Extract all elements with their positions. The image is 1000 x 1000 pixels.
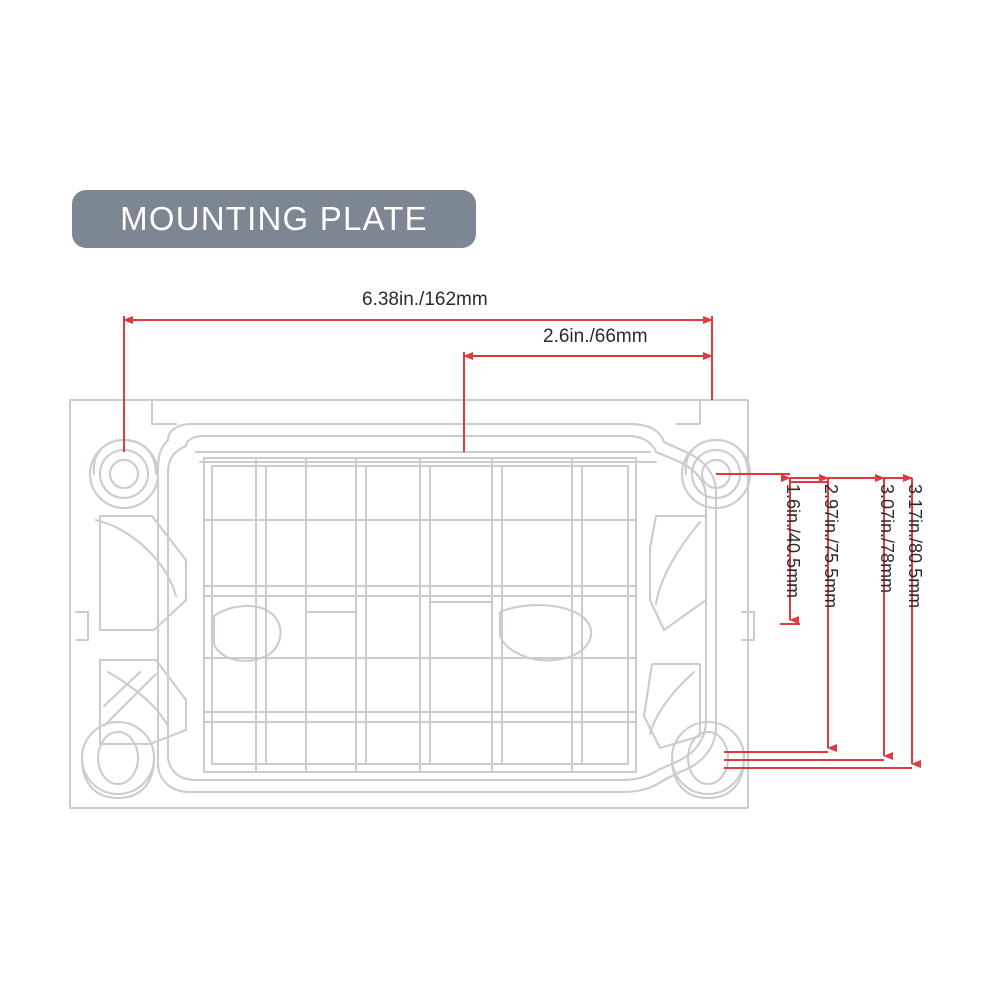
plate-body — [158, 424, 716, 792]
boss-br-arc — [672, 758, 744, 798]
plate-body-inner — [168, 436, 706, 780]
dim-label-80-5mm: 3.17in./80.5mm — [905, 484, 925, 609]
dim-label-overall-width: 6.38in./162mm — [362, 289, 488, 310]
tab-right — [676, 400, 700, 424]
dim-label-75-5mm: 2.97in./75.5mm — [821, 484, 841, 609]
hole-tl-inner — [110, 460, 138, 488]
side-notch-left — [76, 612, 88, 640]
web-right-diag — [656, 522, 700, 604]
web-left-upper — [100, 516, 186, 630]
tab-left — [152, 400, 176, 424]
detail-center-right — [500, 605, 591, 660]
hole-bl-slot — [98, 732, 138, 784]
dim-label-40-5mm: 1.6in./40.5mm — [783, 484, 803, 599]
dim-label-78mm: 3.07in./78mm — [877, 484, 897, 594]
page-title: MOUNTING PLATE — [120, 200, 428, 237]
web-right-diag2 — [650, 672, 694, 734]
hole-tl-mid — [100, 450, 148, 498]
boss-bl-arc — [82, 758, 154, 798]
web-right-upper — [650, 516, 706, 630]
part-outline-group — [70, 400, 754, 808]
detail-center-left — [214, 606, 281, 661]
web-right-lower — [644, 664, 700, 748]
hole-br-slot — [688, 732, 728, 784]
dim-label-hole-spacing: 2.6in./66mm — [543, 326, 648, 347]
